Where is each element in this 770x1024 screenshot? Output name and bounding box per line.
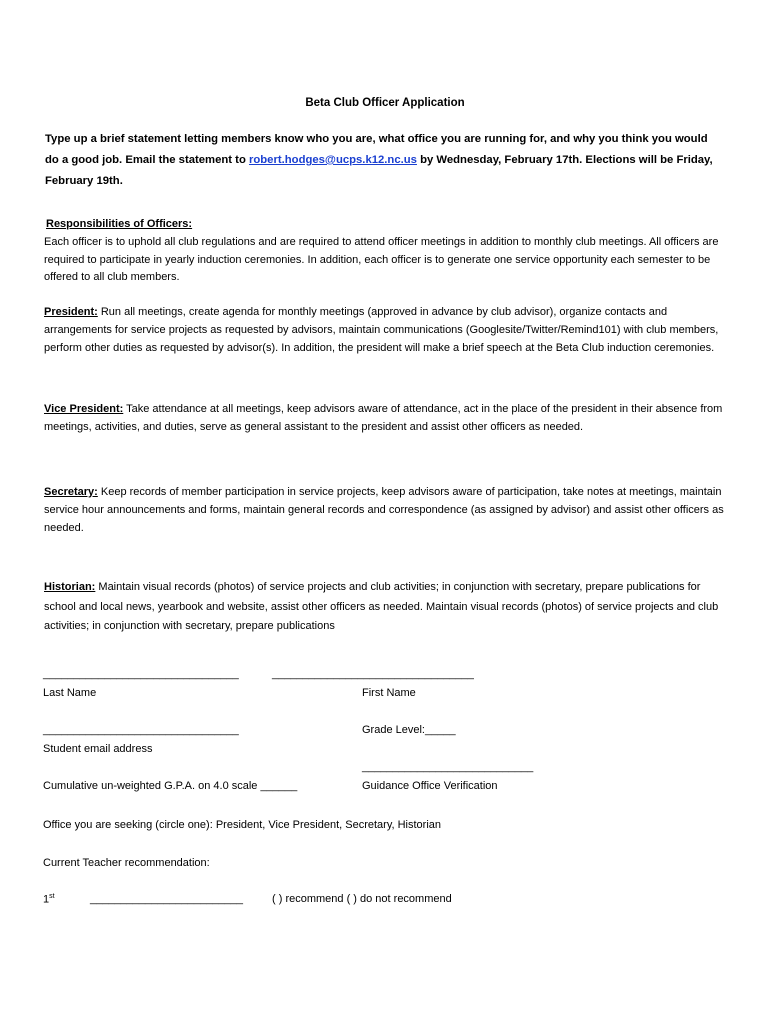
vice-president-text: Take attendance at all meetings, keep advisors aware of attendance, act in the place of the president in their absence from meetings, activities, and duties, serve as general assistant to the president and assist other officers as needed. bbox=[44, 403, 723, 433]
historian-text: Maintain visual records (photos) of service projects and club activities; in conjunction with secretary, prepare publications for school and local news, yearbook and website, assist other officers as needed. Maintain visual records (photos) of service projects and club activities; in conjunction with secretary, prepare publications bbox=[44, 581, 719, 632]
intro-paragraph bbox=[45, 129, 717, 192]
historian-role bbox=[44, 578, 724, 637]
responsibilities-section bbox=[44, 216, 724, 287]
vice-president-role bbox=[44, 401, 724, 437]
first-name-field-line[interactable]: _________________________________ bbox=[272, 668, 474, 680]
email-field-line[interactable]: ________________________________ bbox=[43, 724, 239, 736]
teacher-name-field-line[interactable]: _________________________ bbox=[90, 893, 243, 905]
gpa-field[interactable]: Cumulative un-weighted G.P.A. on 4.0 scale ______ bbox=[43, 780, 298, 792]
intro-text-after: by Wednesday, February 17th. Elections will be Friday, February 19th. bbox=[45, 154, 713, 187]
teacher-recommendation-label: Current Teacher recommendation: bbox=[43, 857, 210, 869]
secretary-text: Keep records of member participation in service projects, keep advisors aware of participation, take notes at meetings, maintain service hour announcements and forms, maintain general records and correspondence (as assigned by advisor) and assist other officers as needed. bbox=[44, 486, 724, 534]
intro-text-before: Type up a brief statement letting members know who you are, what office you are running for, and why you think you would do a good job. Email the statement to bbox=[45, 133, 708, 166]
historian-label: Historian: bbox=[44, 581, 96, 593]
office-seeking-field[interactable]: Office you are seeking (circle one): President, Vice President, Secretary, Historian bbox=[43, 819, 442, 831]
president-role bbox=[44, 304, 724, 357]
vice-president-label: Vice President: bbox=[44, 403, 124, 415]
email-address-label: Student email address bbox=[43, 743, 153, 755]
first-name-label: First Name bbox=[362, 687, 416, 699]
email-link[interactable]: robert.hodges@ucps.k12.nc.us bbox=[248, 154, 417, 166]
recommendation-options[interactable]: ( ) recommend ( ) do not recommend bbox=[272, 893, 452, 905]
president-label: President: bbox=[44, 306, 98, 318]
guidance-verification-label: Guidance Office Verification bbox=[362, 780, 498, 792]
responsibilities-text: Each officer is to uphold all club regulations and are required to attend officer meetings in addition to monthly club meetings. All officers are required to participate in yearly induction ceremonies. In addition, each officer is to generate one service opportunity each semester to be offered to all club members. bbox=[44, 235, 719, 284]
document-title: Beta Club Officer Application bbox=[305, 97, 465, 109]
secretary-label: Secretary: bbox=[44, 486, 98, 498]
president-text: Run all meetings, create agenda for monthly meetings (approved in advance by club advisor), organize contacts and arrangements for service projects as requested by advisors, maintain communications (Googlesite/Twitter/Remind101) with club members, perform other duties as requested by advisor(s). In addition, the president will make a brief speech at the Beta Club induction ceremonies. bbox=[44, 306, 719, 354]
secretary-role bbox=[44, 484, 724, 537]
last-name-label: Last Name bbox=[43, 687, 97, 699]
rec-number-text: 1 bbox=[43, 893, 50, 906]
guidance-field-line[interactable]: ____________________________ bbox=[362, 761, 534, 773]
rec-number-suffix: st bbox=[49, 893, 55, 900]
responsibilities-heading: Responsibilities of Officers: bbox=[46, 218, 193, 230]
last-name-field-line[interactable]: ________________________________ bbox=[43, 668, 239, 680]
recommendation-number bbox=[43, 893, 55, 906]
grade-level-field[interactable]: Grade Level:_____ bbox=[362, 724, 456, 736]
